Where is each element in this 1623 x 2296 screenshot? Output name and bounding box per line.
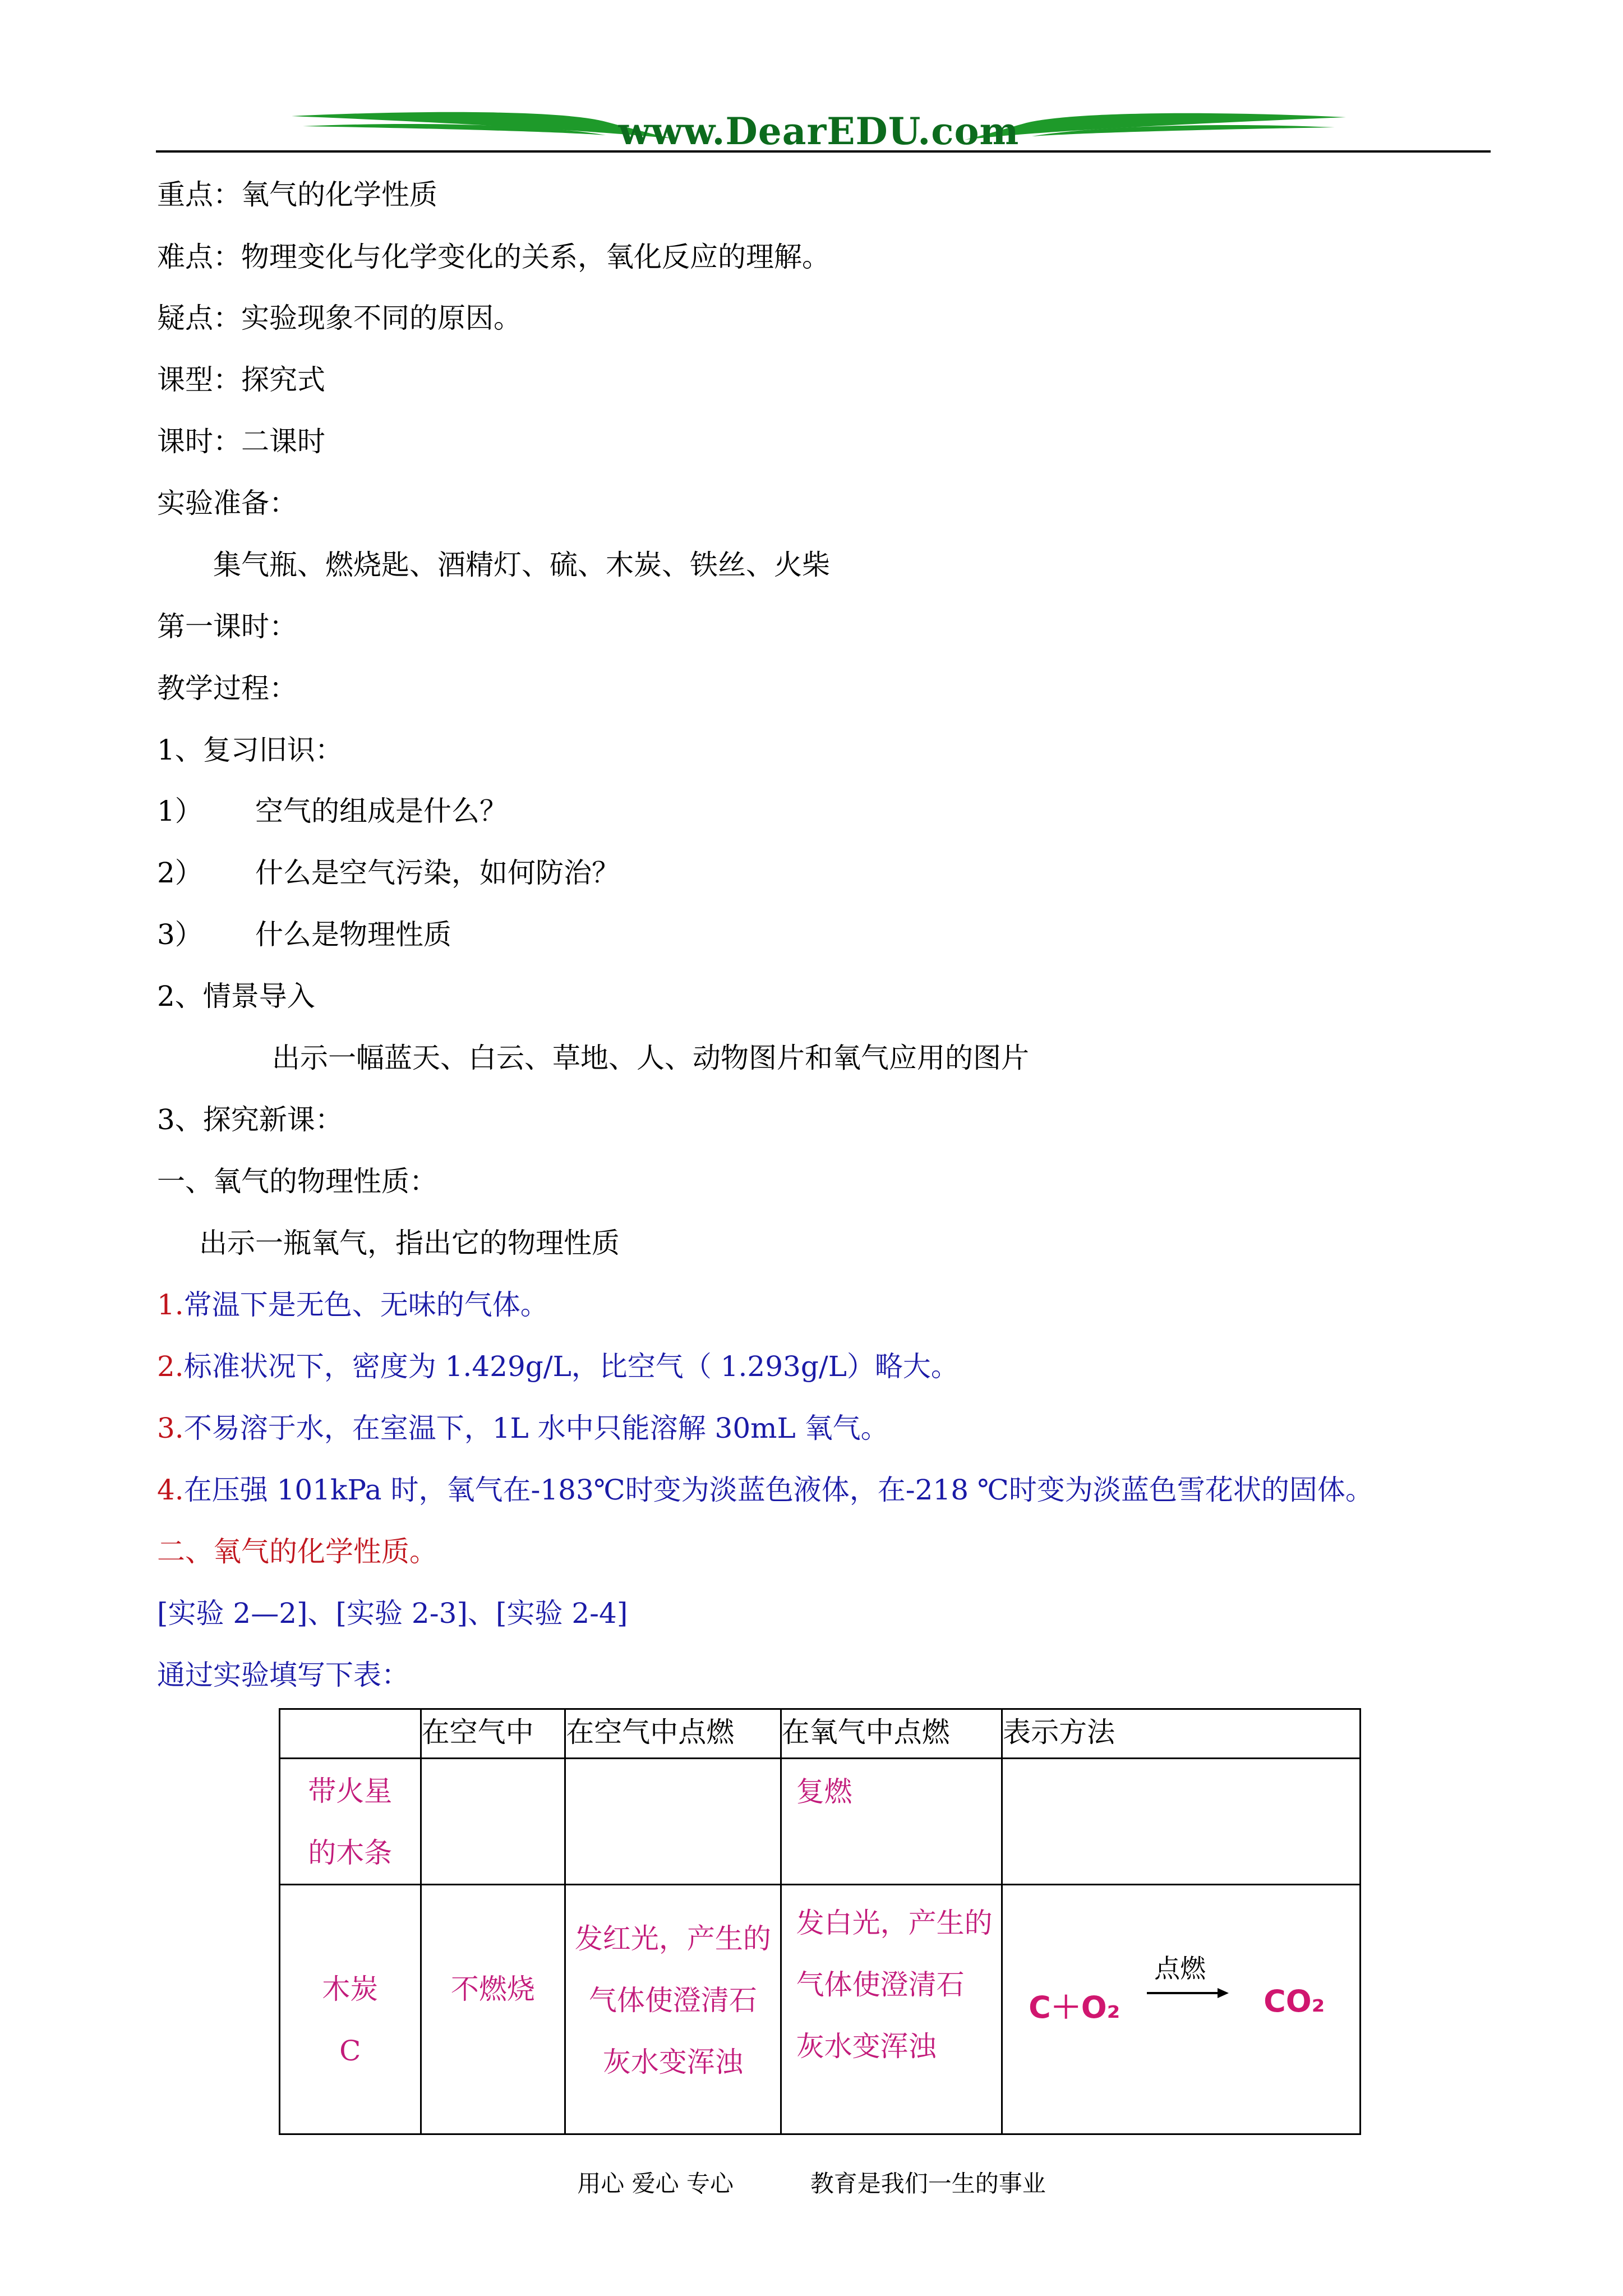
physical-prop (157, 1288, 548, 1322)
prop-text: 标准状况下，密度为 1.429g/L，比空气（ 1.293g/L）略大。 (183, 1350, 959, 1383)
first-lesson: 第一课时： (157, 610, 297, 643)
review-num: 1） (157, 795, 203, 827)
table-intro: 通过实验填写下表： (157, 1659, 409, 1691)
site-logo-text: www.DearEDU.com (618, 109, 1020, 153)
cell-line: 气体使澄清石 (588, 1984, 757, 2017)
review-num: 3） (157, 918, 203, 951)
explore-title: 3、探究新课： (157, 1103, 343, 1136)
table-cell (781, 1885, 1002, 2134)
physical-props-intro: 出示一瓶氧气，指出它的物理性质 (199, 1227, 620, 1259)
review-text: 空气的组成是什么？ (255, 795, 508, 827)
prop-num: 3. (157, 1412, 184, 1444)
footer-slogan: 用心 爱心 专心 (577, 2170, 734, 2197)
review-item (157, 918, 451, 951)
table-header-cell: 在空气中 (421, 1709, 565, 1759)
review-item (157, 856, 620, 890)
lesson-hours: 课时：二课时 (157, 425, 325, 458)
reaction-arrow-icon (1146, 1986, 1230, 2000)
table-cell (1002, 1759, 1361, 1885)
equation-reactants: C＋O₂ (1029, 1990, 1121, 2025)
scene-title: 2、情景导入 (157, 980, 315, 1013)
physical-prop (157, 1473, 1373, 1507)
cell-line: 灰水变浑浊 (602, 2046, 743, 2078)
cell-line: 灰水变浑浊 (796, 2030, 937, 2063)
table-row (280, 1759, 1361, 1885)
header-divider (156, 150, 1491, 153)
physical-prop (157, 1350, 959, 1383)
prop-text: 在压强 101kPa 时，氧气在-183℃时变为淡蓝色液体，在-218 ℃时变为淡蓝色雪花状的固体。 (183, 1474, 1373, 1506)
table-cell (565, 1759, 781, 1885)
footer-slogan: 教育是我们一生的事业 (810, 2170, 1046, 2197)
experiment-table (279, 1708, 1361, 2135)
table-header-cell: 在氧气中点燃 (781, 1709, 1002, 1759)
page-footer (0, 2170, 1623, 2198)
key-point: 重点：氧气的化学性质 (157, 178, 437, 211)
equation-cell (1002, 1885, 1361, 2134)
prop-num: 4. (157, 1474, 184, 1506)
table-cell: 复燃 (781, 1759, 1002, 1885)
table-header-cell: 表示方法 (1002, 1709, 1361, 1759)
row-name-cell (280, 1759, 421, 1885)
prep-label: 实验准备： (157, 487, 297, 519)
review-text: 什么是空气污染，如何防治？ (255, 857, 620, 889)
prop-num: 2. (157, 1350, 184, 1383)
equation-product: CO₂ (1264, 1984, 1325, 2019)
cell-line: 气体使澄清石 (796, 1968, 965, 2001)
scene-text: 出示一幅蓝天、白云、草地、人、动物图片和氧气应用的图片 (272, 1042, 1029, 1074)
physical-prop (157, 1411, 889, 1445)
chemical-equation (1003, 1885, 1359, 2132)
row-name-line: 带火星 (308, 1775, 393, 1807)
prop-text: 不易溶于水，在室温下，1L 水中只能溶解 30mL 氧气。 (183, 1412, 889, 1444)
teaching-process: 教学过程： (157, 672, 297, 705)
site-banner (292, 109, 1346, 154)
difficult-point: 难点：物理变化与化学变化的关系，氧化反应的理解。 (157, 241, 830, 273)
table-cell (421, 1759, 565, 1885)
table-cell: 不燃烧 (421, 1885, 565, 2134)
row-name-cell (280, 1885, 421, 2134)
prop-num: 1. (157, 1289, 184, 1321)
review-num: 2） (157, 857, 203, 889)
prep-items: 集气瓶、燃烧匙、酒精灯、硫、木炭、铁丝、火柴 (213, 549, 830, 581)
row-name-line: 木炭 (322, 1973, 379, 2005)
cell-line: 发红光，产生的 (574, 1922, 771, 1955)
table-header-cell (280, 1709, 421, 1759)
review-item (157, 794, 508, 828)
table-header-cell: 在空气中点燃 (565, 1709, 781, 1759)
table-header-row (280, 1709, 1361, 1759)
chemical-props-title: 二、氧气的化学性质。 (157, 1535, 437, 1568)
doubt-point: 疑点：实验现象不同的原因。 (157, 302, 522, 334)
row-name-line: 的木条 (308, 1837, 393, 1869)
row-formula: C (339, 2035, 361, 2067)
table-cell (565, 1885, 781, 2134)
lesson-type: 课型：探究式 (157, 364, 325, 396)
table-row (280, 1885, 1361, 2134)
cell-line: 发白光，产生的 (796, 1907, 993, 1939)
review-text: 什么是物理性质 (255, 918, 451, 951)
experiment-list: [实验 2—2]、[实验 2-3]、[实验 2-4] (157, 1597, 628, 1630)
prop-text: 常温下是无色、无味的气体。 (183, 1289, 548, 1321)
review-title: 1、复习旧识： (157, 734, 343, 766)
equation-condition: 点燃 (1154, 1953, 1206, 1984)
physical-props-title: 一、氧气的物理性质： (157, 1165, 437, 1198)
